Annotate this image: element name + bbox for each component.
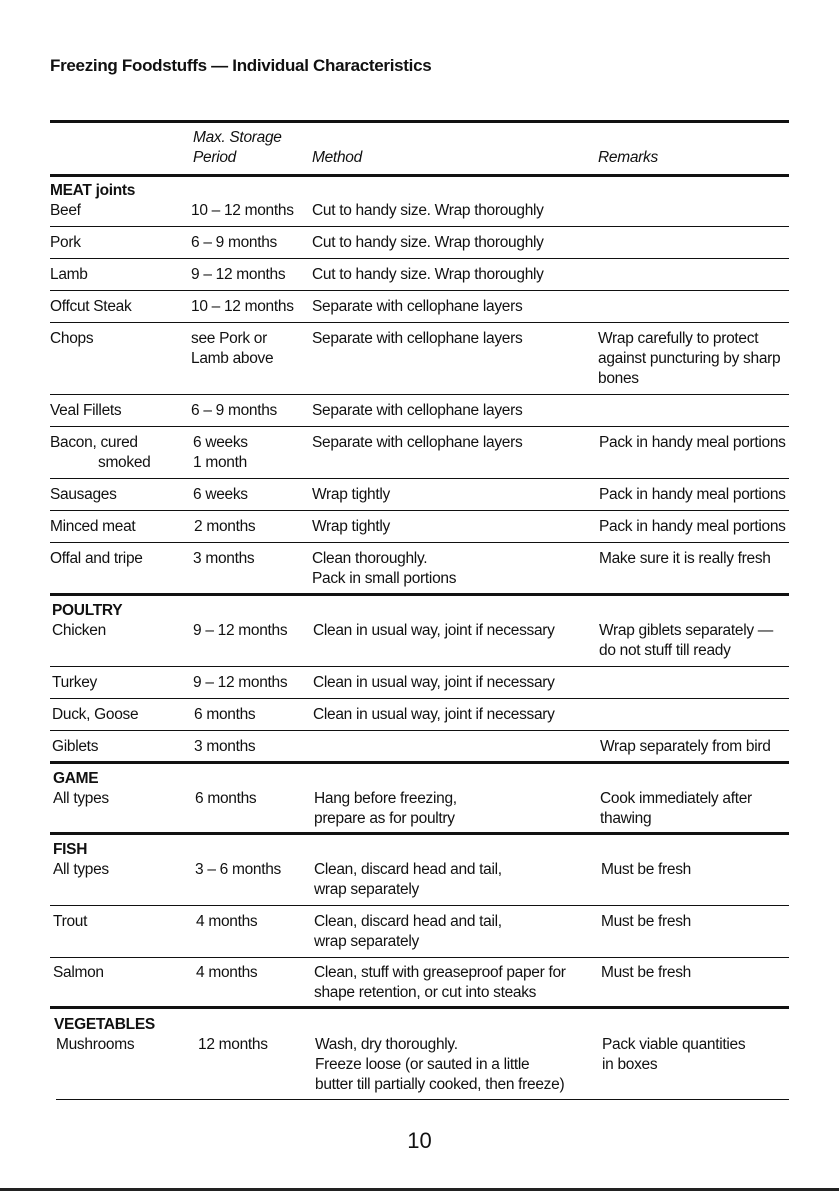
remark-chops-line3: bones [598, 370, 639, 387]
row-divider [50, 905, 789, 906]
remark-giblets: Wrap separately from bird [600, 738, 771, 755]
page-title: Freezing Foodstuffs — Individual Characteristics [50, 56, 432, 75]
page-number: 10 [407, 1128, 432, 1153]
method-salmon-line1: Clean, stuff with greaseproof paper for [314, 964, 566, 981]
method-pork: Cut to handy size. Wrap thoroughly [312, 234, 544, 251]
method-bacon: Separate with cellophane layers [312, 434, 523, 451]
period-offal-tripe: 3 months [193, 550, 255, 567]
method-lamb: Cut to handy size. Wrap thoroughly [312, 266, 544, 283]
item-mushrooms: Mushrooms [56, 1036, 135, 1053]
row-divider [50, 394, 789, 395]
period-fish-all-types: 3 – 6 months [195, 861, 282, 878]
row-divider [50, 542, 789, 543]
row-divider [50, 322, 789, 323]
method-offal-tripe-line1: Clean thoroughly. [312, 550, 428, 567]
section-game: GAME [53, 770, 99, 787]
item-game-all-types: All types [53, 790, 109, 807]
header-remarks: Remarks [598, 149, 658, 166]
item-fish-all-types: All types [53, 861, 109, 878]
item-veal-fillets: Veal Fillets [50, 402, 122, 419]
remark-minced-meat: Pack in handy meal portions [599, 518, 786, 535]
item-trout: Trout [53, 913, 88, 930]
method-turkey: Clean in usual way, joint if necessary [313, 674, 555, 691]
section-rule [50, 832, 789, 835]
row-divider [50, 478, 789, 479]
header-storage-line1: Max. Storage [193, 129, 282, 146]
remark-bacon: Pack in handy meal portions [599, 434, 786, 451]
method-offcut-steak: Separate with cellophane layers [312, 298, 523, 315]
method-sausages: Wrap tightly [312, 486, 390, 503]
period-offcut-steak: 10 – 12 months [191, 298, 294, 315]
method-fish-line2: wrap separately [314, 881, 419, 898]
period-bacon-cured: 6 weeks [193, 434, 248, 451]
section-poultry: POULTRY [52, 602, 123, 619]
method-minced-meat: Wrap tightly [312, 518, 390, 535]
table-bottom-rule [56, 1099, 789, 1100]
item-bacon-smoked: smoked [98, 454, 151, 471]
item-duck-goose: Duck, Goose [52, 706, 139, 723]
period-beef: 10 – 12 months [191, 202, 294, 219]
method-fish-line1: Clean, discard head and tail, [314, 861, 502, 878]
remark-fish-all-types: Must be fresh [601, 861, 692, 878]
section-vegetables: VEGETABLES [54, 1016, 155, 1033]
period-chops-line2: Lamb above [191, 350, 274, 367]
period-minced-meat: 2 months [194, 518, 256, 535]
row-divider [50, 698, 789, 699]
item-offcut-steak: Offcut Steak [50, 298, 132, 315]
period-veal-fillets: 6 – 9 months [191, 402, 278, 419]
method-trout-line1: Clean, discard head and tail, [314, 913, 502, 930]
item-sausages: Sausages [50, 486, 117, 503]
remark-chops-line1: Wrap carefully to protect [598, 330, 759, 347]
section-meat: MEAT joints [50, 182, 136, 199]
remark-salmon: Must be fresh [601, 964, 692, 981]
item-beef: Beef [50, 202, 81, 219]
row-divider [50, 730, 789, 731]
row-divider [50, 510, 789, 511]
remark-game-line2: thawing [600, 810, 652, 827]
remark-trout: Must be fresh [601, 913, 692, 930]
method-mushrooms-line3: butter till partially cooked, then freeze) [315, 1076, 565, 1093]
remark-game-line1: Cook immediately after [600, 790, 752, 807]
method-game-line1: Hang before freezing, [314, 790, 457, 807]
method-salmon-line2: shape retention, or cut into steaks [314, 984, 537, 1001]
period-game-all-types: 6 months [195, 790, 257, 807]
item-minced-meat: Minced meat [50, 518, 136, 535]
period-lamb: 9 – 12 months [191, 266, 286, 283]
period-giblets: 3 months [194, 738, 256, 755]
section-fish: FISH [53, 841, 88, 858]
period-trout: 4 months [196, 913, 258, 930]
row-divider [50, 226, 789, 227]
period-chops-line1: see Pork or [191, 330, 267, 347]
table-top-rule [50, 120, 789, 123]
method-beef: Cut to handy size. Wrap thoroughly [312, 202, 544, 219]
remark-chicken-line1: Wrap giblets separately — [599, 622, 773, 639]
section-rule [50, 593, 789, 596]
row-divider [50, 290, 789, 291]
period-salmon: 4 months [196, 964, 258, 981]
remark-sausages: Pack in handy meal portions [599, 486, 786, 503]
row-divider [50, 426, 789, 427]
item-offal-tripe: Offal and tripe [50, 550, 143, 567]
remark-chops-line2: against puncturing by sharp [598, 350, 781, 367]
item-lamb: Lamb [50, 266, 88, 283]
method-veal-fillets: Separate with cellophane layers [312, 402, 523, 419]
item-turkey: Turkey [52, 674, 97, 691]
method-chicken: Clean in usual way, joint if necessary [313, 622, 555, 639]
row-divider [50, 957, 789, 958]
remark-mushrooms-line2: in boxes [602, 1056, 658, 1073]
period-duck-goose: 6 months [194, 706, 256, 723]
period-bacon-smoked: 1 month [193, 454, 247, 471]
section-rule [50, 761, 789, 764]
item-bacon-cured: Bacon, cured [50, 434, 138, 451]
item-salmon: Salmon [53, 964, 104, 981]
period-chicken: 9 – 12 months [193, 622, 288, 639]
row-divider [50, 258, 789, 259]
method-mushrooms-line1: Wash, dry thoroughly. [315, 1036, 458, 1053]
item-chops: Chops [50, 330, 94, 347]
header-storage-line2: Period [193, 149, 237, 166]
period-sausages: 6 weeks [193, 486, 248, 503]
row-divider [50, 666, 789, 667]
header-method: Method [312, 149, 362, 166]
method-offal-tripe-line2: Pack in small portions [312, 570, 457, 587]
method-game-line2: prepare as for poultry [314, 810, 455, 827]
item-pork: Pork [50, 234, 81, 251]
remark-chicken-line2: do not stuff till ready [599, 642, 731, 659]
period-pork: 6 – 9 months [191, 234, 278, 251]
item-giblets: Giblets [52, 738, 99, 755]
method-duck-goose: Clean in usual way, joint if necessary [313, 706, 555, 723]
section-rule [50, 1006, 789, 1009]
period-turkey: 9 – 12 months [193, 674, 288, 691]
item-chicken: Chicken [52, 622, 106, 639]
period-mushrooms: 12 months [198, 1036, 268, 1053]
method-chops: Separate with cellophane layers [312, 330, 523, 347]
method-mushrooms-line2: Freeze loose (or sauted in a little [315, 1056, 530, 1073]
method-trout-line2: wrap separately [314, 933, 419, 950]
remark-offal-tripe: Make sure it is really fresh [599, 550, 771, 567]
remark-mushrooms-line1: Pack viable quantities [602, 1036, 746, 1053]
header-rule [50, 174, 789, 177]
